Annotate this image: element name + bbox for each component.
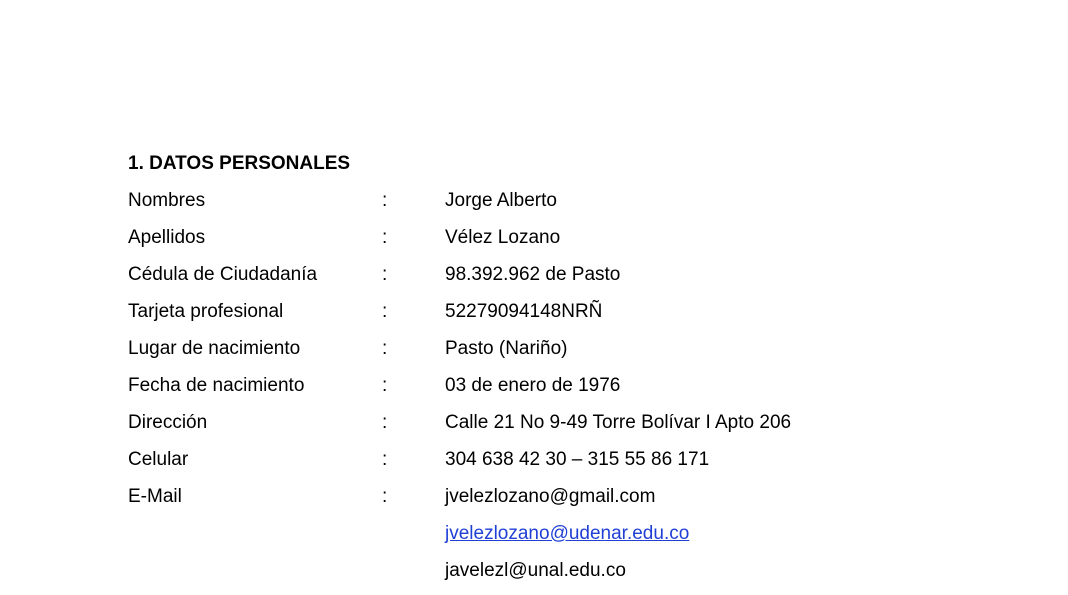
field-value: 98.392.962 de Pasto <box>445 264 621 285</box>
field-value: 03 de enero de 1976 <box>445 375 621 396</box>
field-value: Pasto (Nariño) <box>445 338 568 359</box>
field-value: Jorge Alberto <box>445 190 557 211</box>
field-row-email-2 <box>128 521 1028 558</box>
field-row-apellidos <box>128 225 1028 262</box>
field-separator: : <box>382 338 388 359</box>
field-row-nombres <box>128 188 1028 225</box>
field-separator: : <box>382 375 388 396</box>
field-value: jvelezlozano@gmail.com <box>445 486 656 507</box>
field-value: Vélez Lozano <box>445 227 561 248</box>
field-label: Apellidos <box>128 227 206 248</box>
field-row-celular <box>128 447 1028 484</box>
field-separator: : <box>382 190 388 211</box>
field-separator: : <box>382 301 388 322</box>
field-separator: : <box>382 412 388 433</box>
field-label: Fecha de nacimiento <box>128 375 305 396</box>
email-link-udenar[interactable]: jvelezlozano@udenar.edu.co <box>445 523 690 544</box>
field-row-email <box>128 484 1028 521</box>
field-label: Celular <box>128 449 189 470</box>
field-row-fecha-nacimiento <box>128 373 1028 410</box>
field-label: Cédula de Ciudadanía <box>128 264 318 285</box>
field-separator: : <box>382 449 388 470</box>
field-separator: : <box>382 264 388 285</box>
field-value: 52279094148NRÑ <box>445 301 603 322</box>
field-row-tarjeta <box>128 299 1028 336</box>
section-title: 1. DATOS PERSONALES <box>128 153 351 174</box>
field-label: Tarjeta profesional <box>128 301 284 322</box>
personal-data-list <box>128 188 1028 595</box>
field-value: 304 638 42 30 – 315 55 86 171 <box>445 449 710 470</box>
field-row-direccion <box>128 410 1028 447</box>
email-text-unal: javelezl@unal.edu.co <box>445 560 626 581</box>
field-row-cedula <box>128 262 1028 299</box>
field-separator: : <box>382 227 388 248</box>
field-label: Nombres <box>128 190 206 211</box>
field-row-lugar-nacimiento <box>128 336 1028 373</box>
field-value: Calle 21 No 9-49 Torre Bolívar I Apto 206 <box>445 412 792 433</box>
field-label: E-Mail <box>128 486 182 507</box>
field-separator: : <box>382 486 388 507</box>
field-label: Lugar de nacimiento <box>128 338 301 359</box>
field-label: Dirección <box>128 412 208 433</box>
field-row-email-3 <box>128 558 1028 595</box>
